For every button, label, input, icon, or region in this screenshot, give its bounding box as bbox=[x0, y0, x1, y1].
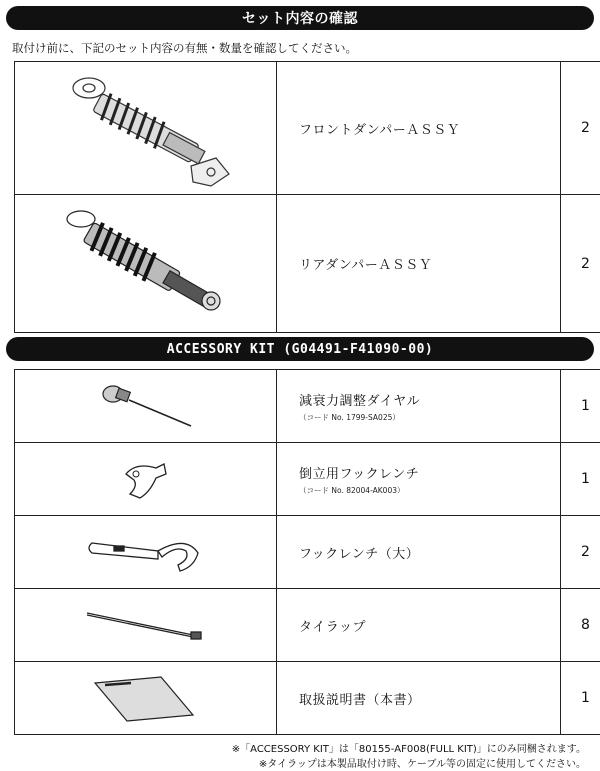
hook-wrench-small-illustration bbox=[116, 454, 176, 504]
item-qty: 8 bbox=[561, 589, 600, 662]
item-image-cell bbox=[15, 195, 277, 333]
section-title: セット内容の確認 bbox=[242, 11, 358, 27]
section-header-contents bbox=[6, 6, 594, 30]
note-accessory: ※「ACCESSORY KIT」は「80155-AF008(FULL KIT)」にのみ同梱されます。 bbox=[231, 744, 586, 755]
table-row bbox=[15, 662, 600, 735]
item-code: （コード No. 1799-SA025） bbox=[299, 412, 400, 422]
main-items-table bbox=[14, 61, 600, 333]
item-name-cell bbox=[277, 195, 561, 333]
item-code: （コード No. 82004-AK003） bbox=[299, 485, 405, 495]
item-name: 倒立用フックレンチ bbox=[299, 466, 420, 482]
item-image-cell bbox=[15, 443, 277, 516]
table-row bbox=[15, 516, 600, 589]
item-image-cell bbox=[15, 516, 277, 589]
item-qty: 1 bbox=[561, 662, 600, 735]
item-name: フックレンチ（大） bbox=[299, 546, 420, 562]
item-name: 減衰力調整ダイヤル bbox=[299, 393, 421, 409]
hook-wrench-large-illustration bbox=[86, 527, 206, 577]
item-qty: 2 bbox=[561, 516, 600, 589]
item-name: タイラップ bbox=[299, 619, 366, 635]
item-image-cell bbox=[15, 589, 277, 662]
section-header-accessory bbox=[6, 337, 594, 361]
item-qty: 2 bbox=[561, 195, 600, 333]
table-row bbox=[15, 443, 600, 516]
item-name-cell bbox=[277, 443, 561, 516]
item-image-cell bbox=[15, 662, 277, 735]
table-row bbox=[15, 589, 600, 662]
adjustment-dial-illustration bbox=[91, 376, 201, 436]
rear-damper-illustration bbox=[51, 201, 241, 326]
table-row bbox=[15, 195, 600, 333]
note-cable-tie: ※タイラップは本製品取付け時、ケーブル等の固定に使用してください。 bbox=[258, 759, 586, 770]
item-name-cell bbox=[277, 516, 561, 589]
item-name: 取扱説明書（本書） bbox=[299, 692, 421, 708]
item-name-cell bbox=[277, 370, 561, 443]
item-name-cell bbox=[277, 62, 561, 195]
cable-tie-illustration bbox=[81, 605, 211, 645]
front-damper-illustration bbox=[51, 66, 241, 191]
item-qty: 1 bbox=[561, 443, 600, 516]
table-row bbox=[15, 62, 600, 195]
item-name: リアダンパーＡＳＳＹ bbox=[299, 258, 433, 273]
manual-illustration bbox=[91, 673, 201, 723]
item-name-cell bbox=[277, 589, 561, 662]
table-row bbox=[15, 370, 600, 443]
item-image-cell bbox=[15, 62, 277, 195]
section-title: ACCESSORY KIT (G04491-F41090-00) bbox=[166, 341, 434, 357]
item-qty: 2 bbox=[561, 62, 600, 195]
item-qty: 1 bbox=[561, 370, 600, 443]
instruction-text: 取付け前に、下記のセット内容の有無・数量を確認してください。 bbox=[12, 41, 357, 55]
item-image-cell bbox=[15, 370, 277, 443]
item-name-cell bbox=[277, 662, 561, 735]
accessory-items-table bbox=[14, 369, 600, 735]
item-name: フロントダンパーＡＳＳＹ bbox=[299, 122, 461, 138]
